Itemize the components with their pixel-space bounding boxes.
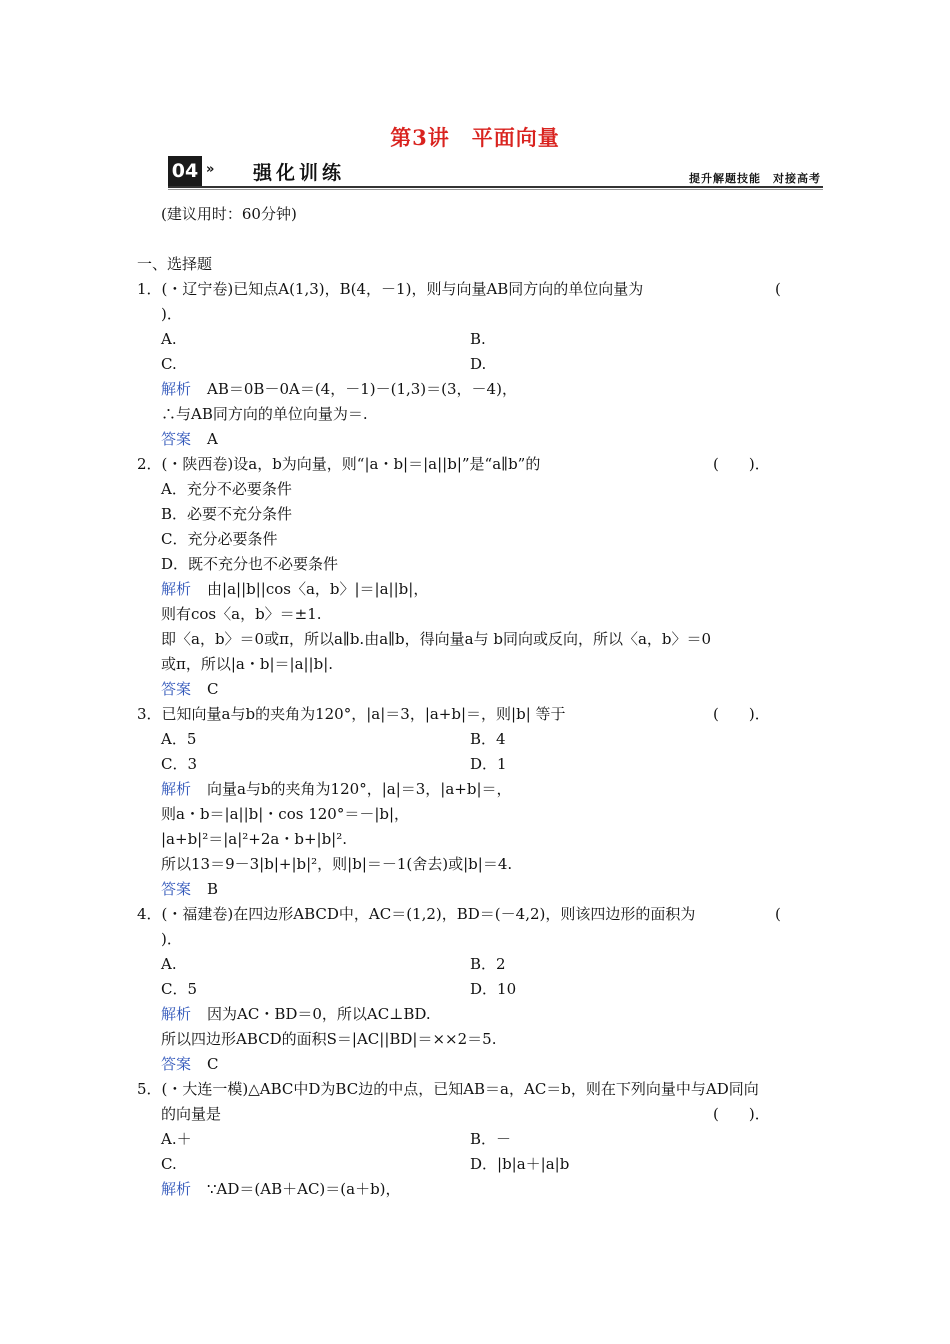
option-d: D．1 — [470, 755, 507, 773]
question-4: 4．(・福建卷)在四边形ABCD中，AC＝(1,2)，BD＝(－4,2)，则该四边形的面积为 — [137, 905, 696, 923]
option-b: B．－ — [470, 1130, 512, 1148]
answer-paren: ( — [775, 905, 781, 923]
option-b: B．2 — [470, 955, 506, 973]
option-a: A.＋ — [161, 1130, 192, 1148]
solution-text: ∵AD＝(AB＋AC)＝(a＋b)， — [207, 1180, 401, 1198]
question-3: 3．已知向量a与b的夹角为120°，|a|＝3，|a+b|＝，则|b| 等于 — [137, 705, 566, 723]
option-c: C．3 — [161, 755, 198, 773]
banner-rule-thin — [168, 189, 823, 190]
answer-value: B — [207, 880, 219, 898]
answer-value: C — [207, 680, 219, 698]
option-c: C．充分必要条件 — [161, 530, 278, 548]
answer-value: A — [207, 430, 218, 448]
banner-rule — [168, 186, 823, 188]
question-5: 5．(・大连一模)△ABC中D为BC边的中点，已知AB＝a，AC＝b，则在下列向量中与AD同向 — [137, 1080, 759, 1098]
option-c: C. — [161, 1155, 177, 1173]
analysis-label: 解析 — [161, 1180, 192, 1198]
solution-line — [161, 1178, 401, 1200]
section-banner — [168, 152, 823, 192]
solution-line: 或π，所以|a・b|＝|a||b|. — [161, 655, 334, 673]
question-4-end: )． — [161, 930, 182, 948]
answer-paren: ( )． — [713, 455, 770, 473]
question-1: 1．(・辽宁卷)已知点A(1,3)，B(4，－1)，则与向量AB同方向的单位向量为 — [137, 280, 644, 298]
option-d: D．既不充分也不必要条件 — [161, 555, 339, 573]
option-b: B．必要不充分条件 — [161, 505, 293, 523]
option-d: D．|b|a＋|a|b — [470, 1155, 570, 1173]
page-title: 第3讲 平面向量 — [390, 125, 560, 150]
option-c: C．5 — [161, 980, 198, 998]
analysis-label: 解析 — [161, 380, 192, 398]
answer-paren: ( — [775, 280, 781, 298]
banner-tagline: 提升解题技能 对接高考 — [689, 172, 821, 185]
solution-line: 即〈a，b〉＝0或π，所以a∥b.由a∥b，得向量a与 b同向或反向，所以〈a，b〉＝0 — [161, 630, 712, 648]
option-a: A. — [161, 955, 177, 973]
analysis-label: 解析 — [161, 580, 192, 598]
question-2: 2．(・陕西卷)设a，b为向量，则“|a・b|＝|a||b|”是“a∥b”的 — [137, 455, 541, 473]
option-d: D. — [470, 355, 487, 373]
option-b: B. — [470, 330, 486, 348]
suggested-time: (建议用时：60分钟) — [161, 205, 297, 223]
answer-paren: ( )． — [713, 705, 770, 723]
answer-label: 答案 — [161, 880, 192, 898]
answer-paren: ( )． — [713, 1105, 770, 1123]
option-b: B．4 — [470, 730, 506, 748]
solution-line: |a+b|²＝|a|²+2a・b+|b|². — [161, 830, 348, 848]
answer-label: 答案 — [161, 1055, 192, 1073]
solution-line — [161, 1003, 431, 1025]
solution-text: 因为AC・BD＝0，所以AC⊥BD. — [207, 1005, 431, 1023]
option-a: A．5 — [161, 730, 197, 748]
option-c: C. — [161, 355, 177, 373]
chevron-icon: » — [206, 162, 215, 177]
solution-text: 向量a与b的夹角为120°，|a|＝3，|a+b|＝， — [207, 780, 512, 798]
solution-line: 所以四边形ABCD的面积S＝|AC||BD|＝××2＝5. — [161, 1030, 497, 1048]
solution-text: AB＝0B－0A＝(4，－1)－(1,3)＝(3，－4)， — [207, 380, 517, 398]
option-a: A．充分不必要条件 — [161, 480, 292, 498]
solution-line — [161, 778, 512, 800]
answer-line — [161, 1053, 219, 1075]
solution-line — [161, 378, 517, 400]
solution-line: ∴与AB同方向的单位向量为＝. — [161, 405, 368, 423]
option-a: A. — [161, 330, 177, 348]
solution-line: 则有cos〈a，b〉＝±1. — [161, 605, 322, 623]
answer-line — [161, 428, 218, 450]
solution-line — [161, 578, 428, 600]
banner-badge: 04 — [168, 156, 202, 186]
solution-text: 由|a||b||cos〈a，b〉|＝|a||b|， — [207, 580, 429, 598]
solution-line: 所以13＝9－3|b|+|b|²，则|b|＝－1(舍去)或|b|＝4. — [161, 855, 513, 873]
banner-heading: 强化训练 — [253, 162, 346, 184]
section-heading: 一、选择题 — [137, 255, 213, 273]
answer-value: C — [207, 1055, 219, 1073]
answer-label: 答案 — [161, 430, 192, 448]
question-1-end: )． — [161, 305, 182, 323]
answer-label: 答案 — [161, 680, 192, 698]
answer-line — [161, 878, 218, 900]
option-d: D．10 — [470, 980, 517, 998]
answer-line — [161, 678, 219, 700]
question-5-line2: 的向量是 — [161, 1105, 222, 1123]
analysis-label: 解析 — [161, 1005, 192, 1023]
analysis-label: 解析 — [161, 780, 192, 798]
solution-line: 则a・b＝|a||b|・cos 120°＝－|b|， — [161, 805, 410, 823]
